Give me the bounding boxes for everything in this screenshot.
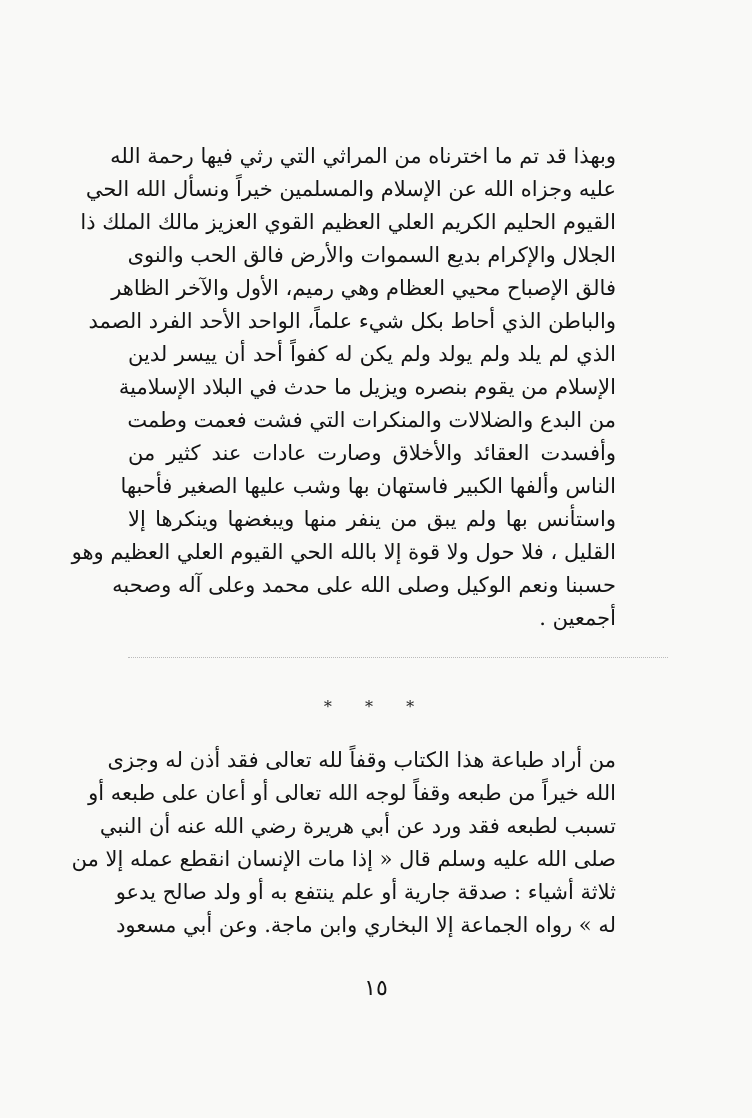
section-separator: * * * <box>323 697 429 716</box>
text-line: أجمعين . <box>539 606 616 630</box>
text-line: الجلال والإكرام بديع السموات والأرض فالق الحب والنوى <box>127 243 616 267</box>
text-line: حسبنا ونعم الوكيل وصلى الله على محمد وعلى آله وصحبه <box>112 573 616 597</box>
text-line: الذي لم يلد ولم يولد ولم يكن له كفواً أحد أن ييسر لدين <box>128 342 616 366</box>
text-line: ثلاثة أشياء : صدقة جارية أو علم ينتفع به أو ولد صالح يدعو <box>115 880 616 904</box>
text-line: تسبب لطبعه فقد ورد عن أبي هريرة رضي الله عنه أن النبي <box>99 814 616 838</box>
text-line: الله خيراً من طبعه وقفاً لوجه الله تعالى أو أعان على طبعه أو <box>88 781 616 805</box>
text-line: عليه وجزاه الله عن الإسلام والمسلمين خيراً ونسأل الله الحي <box>85 177 616 201</box>
text-line: واستأنس بها ولم يبق من ينفر منها ويبغضها وينكرها إلا <box>128 507 616 531</box>
text-line: الناس وألفها الكبير فاستهان بها وشب عليها الصغير فأحبها <box>120 474 616 498</box>
text-line: وبهذا قد تم ما اخترناه من المراثي التي رثي فيها رحمة الله <box>110 144 616 168</box>
text-line: والباطن الذي أحاط بكل شيء علماً، الواحد الأحد الفرد الصمد <box>88 309 616 333</box>
text-line: له » رواه الجماعة إلا البخاري وابن ماجة. وعن أبي مسعود <box>116 913 616 937</box>
dotted-rule <box>128 657 668 658</box>
text-line: من البدع والضلالات والمنكرات التي فشت فعمت وطمت <box>127 408 616 432</box>
text-line: من أراد طباعة هذا الكتاب وقفاً لله تعالى فقد أذن له وجزى <box>107 748 616 772</box>
text-line: صلى الله عليه وسلم قال « إذا مات الإنسان انقطع عمله إلا من <box>71 847 616 871</box>
text-line: القليل ، فلا حول ولا قوة إلا بالله الحي القيوم العلي العظيم وهو <box>71 540 616 564</box>
text-line: وأفسدت العقائد والأخلاق وصارت عادات عند كثير من <box>128 441 616 465</box>
text-line: فالق الإصباح محيي العظام وهي رميم، الأول والآخر الظاهر <box>111 276 616 300</box>
page-number: ١٥ <box>364 976 388 1001</box>
text-line: القيوم الحليم الكريم العلي العظيم القوي العزيز مالك الملك ذا <box>80 210 616 234</box>
closing-paragraph <box>71 140 616 635</box>
permission-paragraph <box>71 744 616 942</box>
text-line: الإسلام من يقوم بنصره ويزيل ما حدث في البلاد الإسلامية <box>118 375 616 399</box>
